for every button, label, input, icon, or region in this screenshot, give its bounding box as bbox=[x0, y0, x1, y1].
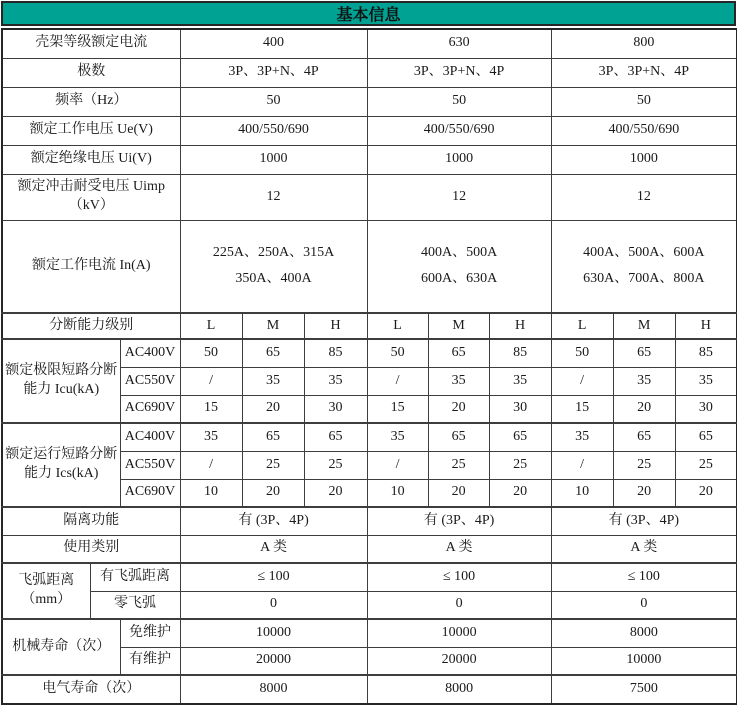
value-cell: 12 bbox=[551, 174, 737, 220]
value-cell: 50 bbox=[367, 339, 428, 367]
value-cell: 有 (3P、4P) bbox=[367, 507, 551, 535]
row-sublabel: AC690V bbox=[120, 479, 180, 507]
row-sublabel: AC400V bbox=[120, 339, 180, 367]
row-breaking-class bbox=[2, 313, 737, 339]
spec-table bbox=[1, 28, 737, 705]
value-cell: 85 bbox=[675, 339, 737, 367]
value-cell: 15 bbox=[551, 395, 613, 423]
row-label: 飞弧距离（mm） bbox=[2, 563, 90, 619]
value-cell: 30 bbox=[675, 395, 737, 423]
value-cell: 35 bbox=[551, 423, 613, 451]
row-label: 额定运行短路分断能力 Ics(kA) bbox=[2, 423, 120, 507]
row-elec-life bbox=[2, 675, 737, 704]
value-cell bbox=[551, 220, 737, 313]
value-cell: 0 bbox=[180, 591, 367, 619]
value-cell: 20000 bbox=[180, 647, 367, 675]
value-cell: 65 bbox=[428, 423, 489, 451]
value-cell: 15 bbox=[367, 395, 428, 423]
value-cell: H bbox=[304, 313, 367, 339]
value-cell: 10 bbox=[367, 479, 428, 507]
value-cell: 20000 bbox=[367, 647, 551, 675]
value-cell: 10000 bbox=[180, 619, 367, 647]
value-cell: 50 bbox=[180, 339, 242, 367]
row-label: 壳架等级额定电流 bbox=[2, 29, 180, 58]
value-cell: / bbox=[367, 367, 428, 395]
value-cell: 35 bbox=[489, 367, 551, 395]
row-label: 额定绝缘电压 Ui(V) bbox=[2, 145, 180, 174]
value-cell: 10000 bbox=[367, 619, 551, 647]
value-cell: 65 bbox=[428, 339, 489, 367]
value-cell: 35 bbox=[613, 367, 675, 395]
row-uimp bbox=[2, 174, 737, 220]
value-cell: 400/550/690 bbox=[551, 116, 737, 145]
row-sublabel: 有飞弧距离 bbox=[90, 563, 180, 591]
value-cell bbox=[180, 220, 367, 313]
value-cell: 25 bbox=[242, 451, 304, 479]
value-cell: / bbox=[180, 451, 242, 479]
row-poles bbox=[2, 58, 737, 87]
value-cell: / bbox=[551, 451, 613, 479]
value-cell: 50 bbox=[180, 87, 367, 116]
value-cell: 3P、3P+N、4P bbox=[180, 58, 367, 87]
value-cell: 50 bbox=[367, 87, 551, 116]
row-mech-life-maintfree bbox=[2, 619, 737, 647]
value-cell: ≤ 100 bbox=[551, 563, 737, 591]
value-cell: 30 bbox=[489, 395, 551, 423]
value-cell: 10000 bbox=[551, 647, 737, 675]
value-cell: 35 bbox=[367, 423, 428, 451]
value-cell: / bbox=[551, 367, 613, 395]
row-label: 极数 bbox=[2, 58, 180, 87]
row-sublabel: AC400V bbox=[120, 423, 180, 451]
value-cell: 12 bbox=[180, 174, 367, 220]
value-cell: 35 bbox=[242, 367, 304, 395]
value-cell: 20 bbox=[428, 395, 489, 423]
value-cell: 65 bbox=[675, 423, 737, 451]
value-cell: L bbox=[367, 313, 428, 339]
value-cell: 65 bbox=[304, 423, 367, 451]
row-label: 电气寿命（次） bbox=[2, 675, 180, 704]
value-cell: 65 bbox=[613, 339, 675, 367]
row-label: 额定极限短路分断能力 Icu(kA) bbox=[2, 339, 120, 423]
value-cell: H bbox=[489, 313, 551, 339]
value-cell: 7500 bbox=[551, 675, 737, 704]
value-line: 225A、250A、315A bbox=[212, 245, 335, 261]
value-line: 400A、500A、600A bbox=[583, 245, 705, 261]
value-line: 400A、500A bbox=[420, 245, 498, 261]
row-ue bbox=[2, 116, 737, 145]
row-zero-arc bbox=[2, 591, 737, 619]
row-label: 分断能力级别 bbox=[2, 313, 180, 339]
value-cell: 10 bbox=[180, 479, 242, 507]
value-cell: 25 bbox=[304, 451, 367, 479]
value-cell: L bbox=[180, 313, 242, 339]
table-title bbox=[1, 1, 736, 26]
value-cell: / bbox=[180, 367, 242, 395]
value-cell: M bbox=[242, 313, 304, 339]
value-cell: 85 bbox=[489, 339, 551, 367]
row-ics-ac400v bbox=[2, 423, 737, 451]
row-sublabel: AC550V bbox=[120, 367, 180, 395]
value-line: 350A、400A bbox=[235, 271, 312, 287]
value-cell: 25 bbox=[613, 451, 675, 479]
row-arc-distance bbox=[2, 563, 737, 591]
row-utilization-category bbox=[2, 535, 737, 563]
value-cell: M bbox=[613, 313, 675, 339]
value-cell: 有 (3P、4P) bbox=[551, 507, 737, 535]
value-cell: 35 bbox=[304, 367, 367, 395]
value-cell: 25 bbox=[675, 451, 737, 479]
value-cell: ≤ 100 bbox=[180, 563, 367, 591]
value-cell: 8000 bbox=[180, 675, 367, 704]
value-cell: 35 bbox=[180, 423, 242, 451]
row-label: 隔离功能 bbox=[2, 507, 180, 535]
value-cell: 有 (3P、4P) bbox=[180, 507, 367, 535]
row-sublabel: 有维护 bbox=[120, 647, 180, 675]
value-cell: M bbox=[428, 313, 489, 339]
value-line: 630A、700A、800A bbox=[583, 271, 705, 287]
value-cell: 20 bbox=[675, 479, 737, 507]
value-cell: 3P、3P+N、4P bbox=[367, 58, 551, 87]
value-cell bbox=[367, 220, 551, 313]
value-cell: 50 bbox=[551, 87, 737, 116]
row-frequency bbox=[2, 87, 737, 116]
value-cell: 3P、3P+N、4P bbox=[551, 58, 737, 87]
value-cell: 65 bbox=[242, 339, 304, 367]
row-ui bbox=[2, 145, 737, 174]
value-cell: 1000 bbox=[551, 145, 737, 174]
value-cell: 10 bbox=[551, 479, 613, 507]
value-cell: 85 bbox=[304, 339, 367, 367]
row-label: 频率（Hz） bbox=[2, 87, 180, 116]
value-cell: 8000 bbox=[551, 619, 737, 647]
value-cell: 20 bbox=[242, 479, 304, 507]
value-cell: 630 bbox=[367, 29, 551, 58]
row-label: 额定工作电流 In(A) bbox=[2, 220, 180, 313]
value-cell: 8000 bbox=[367, 675, 551, 704]
row-frame-current bbox=[2, 29, 737, 58]
row-sublabel: AC550V bbox=[120, 451, 180, 479]
value-cell: 20 bbox=[242, 395, 304, 423]
value-cell: 20 bbox=[489, 479, 551, 507]
value-cell: 20 bbox=[304, 479, 367, 507]
row-label: 机械寿命（次） bbox=[2, 619, 120, 675]
value-cell: ≤ 100 bbox=[367, 563, 551, 591]
value-cell: 0 bbox=[367, 591, 551, 619]
value-cell: 25 bbox=[489, 451, 551, 479]
value-cell: H bbox=[675, 313, 737, 339]
value-cell: 400/550/690 bbox=[180, 116, 367, 145]
value-cell: 25 bbox=[428, 451, 489, 479]
value-cell: A 类 bbox=[551, 535, 737, 563]
value-cell: 20 bbox=[428, 479, 489, 507]
row-sublabel: 零飞弧 bbox=[90, 591, 180, 619]
value-cell: L bbox=[551, 313, 613, 339]
table-title-text: 基本信息 bbox=[336, 7, 401, 24]
value-cell: 800 bbox=[551, 29, 737, 58]
value-cell: 400 bbox=[180, 29, 367, 58]
value-cell: A 类 bbox=[367, 535, 551, 563]
value-cell: 1000 bbox=[367, 145, 551, 174]
value-cell: 65 bbox=[242, 423, 304, 451]
value-cell: 30 bbox=[304, 395, 367, 423]
value-cell: 0 bbox=[551, 591, 737, 619]
row-label: 额定工作电压 Ue(V) bbox=[2, 116, 180, 145]
value-line: 600A、630A bbox=[420, 271, 498, 287]
row-label: 额定冲击耐受电压 Uimp（kV） bbox=[2, 174, 180, 220]
value-cell: 20 bbox=[613, 479, 675, 507]
value-cell: 12 bbox=[367, 174, 551, 220]
value-cell: 15 bbox=[180, 395, 242, 423]
row-isolation bbox=[2, 507, 737, 535]
row-in-current bbox=[2, 220, 737, 313]
value-cell: 35 bbox=[428, 367, 489, 395]
value-cell: 65 bbox=[613, 423, 675, 451]
row-sublabel: AC690V bbox=[120, 395, 180, 423]
value-cell: A 类 bbox=[180, 535, 367, 563]
value-cell: 35 bbox=[675, 367, 737, 395]
value-cell: 65 bbox=[489, 423, 551, 451]
value-cell: 400/550/690 bbox=[367, 116, 551, 145]
row-label: 使用类别 bbox=[2, 535, 180, 563]
value-cell: 1000 bbox=[180, 145, 367, 174]
value-cell: / bbox=[367, 451, 428, 479]
value-cell: 50 bbox=[551, 339, 613, 367]
row-icu-ac400v bbox=[2, 339, 737, 367]
value-cell: 20 bbox=[613, 395, 675, 423]
row-sublabel: 免维护 bbox=[120, 619, 180, 647]
